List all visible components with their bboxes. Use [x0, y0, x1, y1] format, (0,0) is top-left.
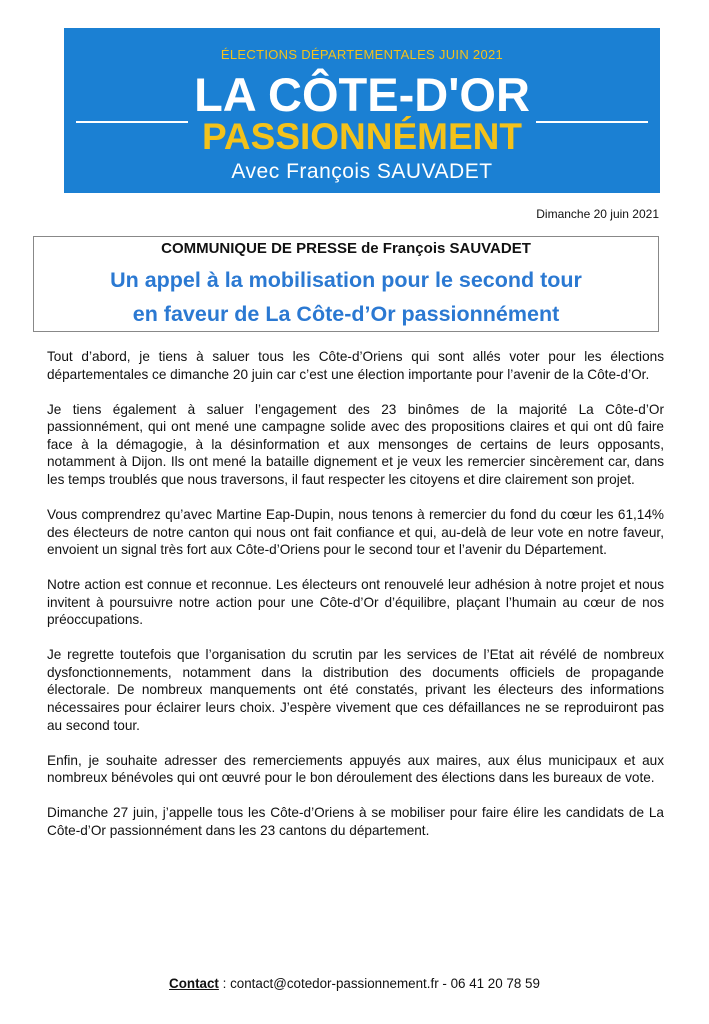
contact-footer — [0, 976, 709, 991]
contact-email[interactable]: contact@cotedor-passionnement.fr — [230, 976, 439, 991]
paragraph: Dimanche 27 juin, j’appelle tous les Côte-d’Oriens à se mobiliser pour faire élire les candidats de La Côte-d’Or passionnément dans les 23 cantons du département. — [47, 805, 664, 838]
press-release-kicker: COMMUNIQUE DE PRESSE de François SAUVADET — [161, 240, 531, 257]
paragraph: Je regrette toutefois que l’organisation du scrutin par les services de l’Etat ait révélé de nombreux dysfonctionnements, notamment dans la distribution des documents officiels de propagande électorale. De nombreux manquements ont été constatés, privant les électeurs des informations nécessaires pour éclairer leurs choix. J’espère vivement que ces défaillances ne se reproduiront pas au second tour. — [47, 647, 664, 733]
paragraph: Tout d’abord, je tiens à saluer tous les Côte-d’Oriens qui sont allés voter pour les élections départementales ce dimanche 20 juin car c’est une élection importante pour l’avenir de la Côte-d’Or. — [47, 349, 664, 382]
press-release-header — [33, 236, 659, 332]
banner-title-accent: PASSIONNÉMENT — [201, 116, 522, 157]
banner-subtitle: ÉLECTIONS DÉPARTEMENTALES JUIN 2021 — [220, 47, 504, 62]
contact-separator: : — [218, 976, 231, 991]
headline — [34, 263, 658, 331]
campaign-banner — [64, 28, 660, 193]
paragraph: Je tiens également à saluer l’engagement des 23 binômes de la majorité La Côte-d’Or passionnément, qui ont mené une campagne solide avec des propositions claires et qui ont dû faire face à la démagogie, à la désinformation et aux mensonges de certains de leurs opposants, notamment à Dijon. Ils ont mené la bataille dignement et je veux les remercier sincèrement car, dans les temps troublés que nous traversons, il faut respecter les citoyens et dire clairement son projet. — [47, 401, 664, 487]
banner-byline: Avec François SAUVADET — [231, 160, 493, 183]
paragraph: Notre action est connue et reconnue. Les électeurs ont renouvelé leur adhésion à notre projet et nous invitent à poursuivre notre action pour une Côte-d’Or d’équilibre, plaçant l’humain au cœur de nos préoccupations. — [47, 577, 664, 628]
contact-label: Contact — [169, 976, 219, 991]
paragraph: Enfin, je souhaite adresser des remerciements appuyés aux maires, aux élus municipaux et aux nombreux bénévoles qui ont œuvré pour le bon déroulement des élections dans les bureaux de vote. — [47, 752, 664, 786]
contact-dash: - — [438, 976, 451, 991]
contact-phone[interactable]: 06 41 20 78 59 — [450, 976, 540, 991]
paragraph: Vous comprendrez qu’avec Martine Eap-Dupin, nous tenons à remercier du fond du cœur les 61,14% des électeurs de notre canton qui nous ont fait confiance et qui, au-delà de leur vote en notre faveur, envoient un signal très fort aux Côte-d’Oriens pour le second tour et l’avenir du Département. — [47, 506, 664, 558]
headline-line-1: Un appel à la mobilisation pour le second tour — [110, 268, 582, 292]
banner-title: LA CÔTE-D'OR — [194, 68, 530, 121]
press-release-body — [47, 348, 664, 857]
headline-line-2: en faveur de La Côte-d’Or passionnément — [132, 302, 560, 326]
document-date: Dimanche 20 juin 2021 — [536, 207, 659, 221]
